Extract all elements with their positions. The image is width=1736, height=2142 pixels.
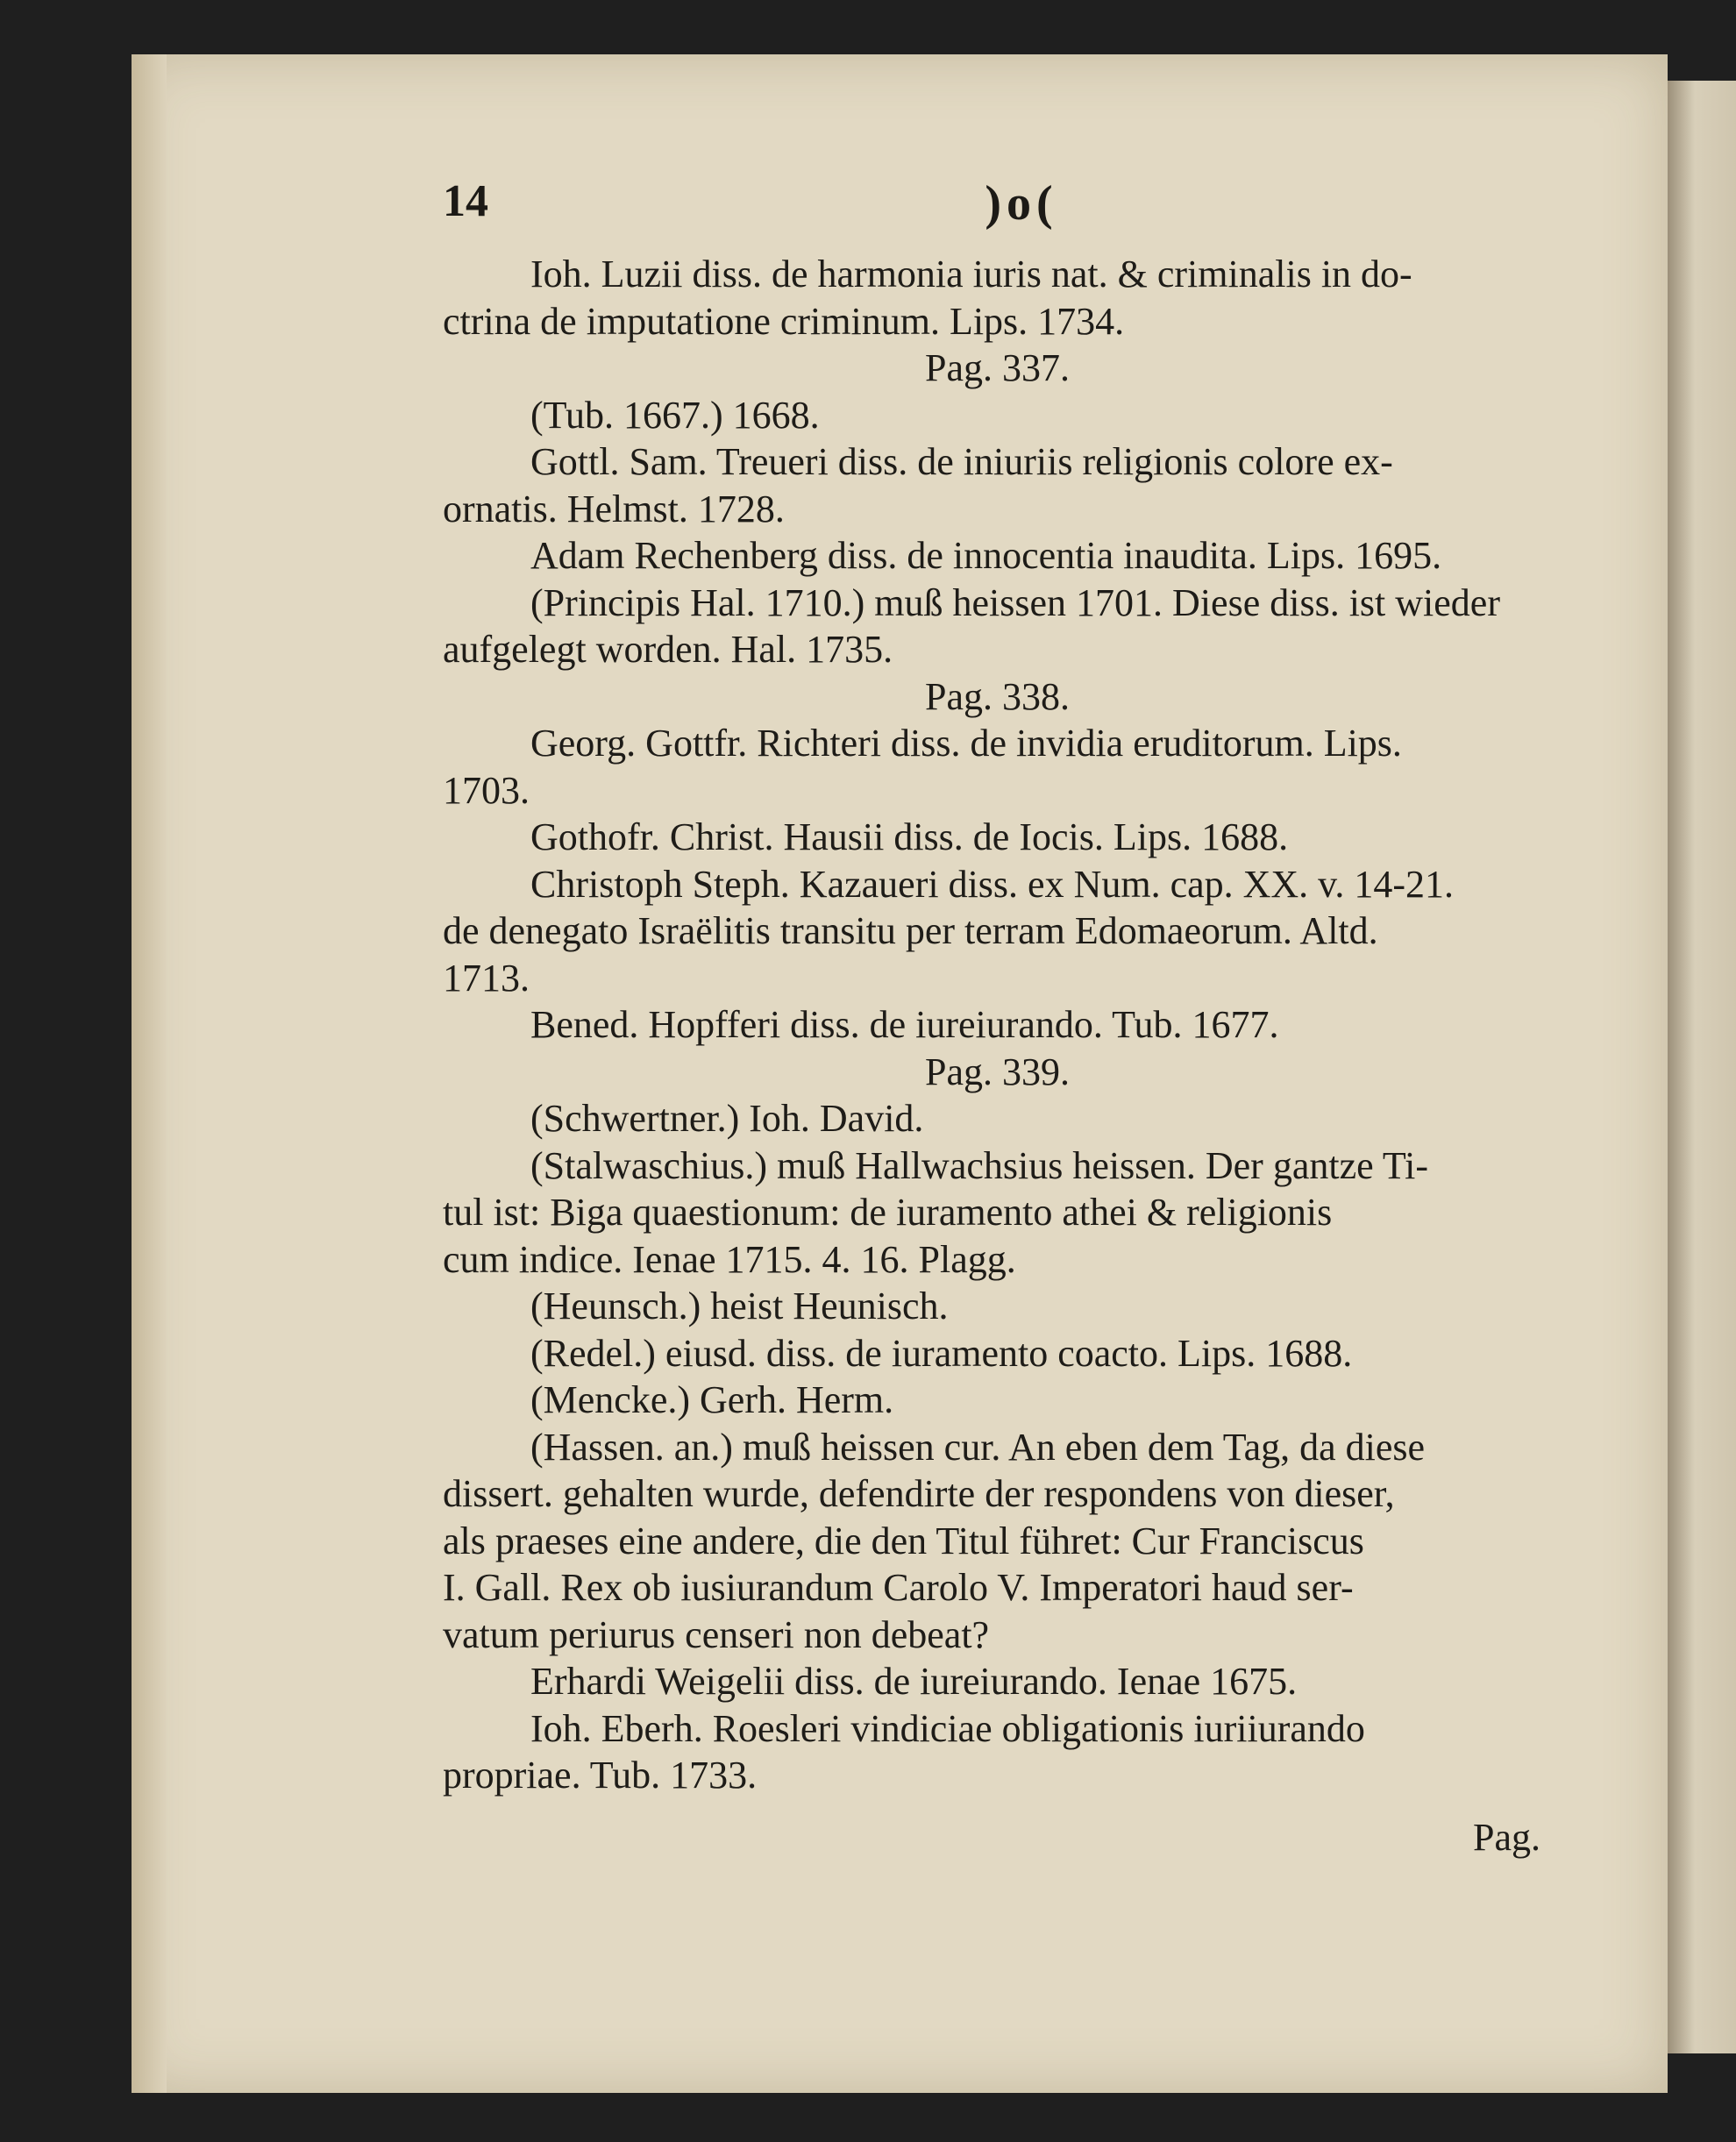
text-line: Pag. 339. — [925, 1050, 1070, 1093]
text-line: dissert. gehalten wurde, defendirte der respondens von dieser, — [443, 1472, 1395, 1515]
text-line: (Schwertner.) Ioh. David. — [530, 1097, 924, 1140]
text-line: Gothofr. Christ. Hausii diss. de Iocis. Lips. 1688. — [530, 815, 1289, 858]
text-line: aufgelegt worden. Hal. 1735. — [443, 628, 893, 671]
text-line: cum indice. Ienae 1715. 4. 16. Plagg. — [443, 1237, 1016, 1281]
text-line: ctrina de imputatione criminum. Lips. 1734. — [443, 299, 1125, 343]
text-line: Christoph Steph. Kazaueri diss. ex Num. cap. XX. v. 14-21. — [530, 862, 1454, 906]
text-line: (Heunsch.) heist Heunisch. — [530, 1284, 949, 1327]
text-line: Pag. 338. — [925, 674, 1070, 718]
text-line: vatum periurus censeri non debeat? — [443, 1612, 990, 1656]
text-line: Ioh. Luzii diss. de harmonia iuris nat. & criminalis in do- — [530, 253, 1412, 295]
text-line: Bened. Hopfferi diss. de iureiurando. Tub. 1677. — [530, 1003, 1279, 1046]
text-line: als praeses eine andere, die den Titul führet: Cur Franciscus — [443, 1519, 1364, 1562]
text-line: tul ist: Biga quaestionum: de iuramento athei & religionis — [443, 1191, 1333, 1234]
text-line: Gottl. Sam. Treueri diss. de iniuriis religionis colore ex- — [530, 440, 1393, 483]
text-line: 1713. — [443, 956, 530, 1000]
text-line: Pag. 337. — [925, 346, 1070, 389]
facing-page-edge — [1668, 81, 1736, 2053]
text-line: (Hassen. an.) muß heissen cur. An eben dem Tag, da diese — [530, 1425, 1426, 1469]
text-line: Georg. Gottfr. Richteri diss. de invidia eruditorum. Lips. — [530, 722, 1402, 765]
text-line: (Stalwaschius.) muß Hallwachsius heissen. Der gantze Ti- — [530, 1143, 1429, 1187]
text-line: Ioh. Eberh. Roesleri vindiciae obligationis iuriiurando — [530, 1706, 1365, 1750]
text-line: de denegato Israëlitis transitu per terram Edomaeorum. Altd. — [443, 909, 1378, 952]
text-line: (Redel.) eiusd. diss. de iuramento coacto. Lips. 1688. — [530, 1331, 1353, 1375]
page-header — [443, 175, 1583, 246]
text-line: I. Gall. Rex ob iusiurandum Carolo V. Imperatori haud ser- — [443, 1566, 1354, 1609]
text-line: Erhardi Weigelii diss. de iureiurando. Ienae 1675. — [530, 1660, 1298, 1703]
page-binding — [132, 54, 167, 2093]
catchword: Pag. — [1473, 1816, 1540, 1859]
text-line: propriae. Tub. 1733. — [443, 1754, 758, 1797]
text-line: 1703. — [443, 768, 530, 812]
page-body-text — [443, 251, 1552, 1799]
text-line: Adam Rechenberg diss. de innocentia inaudita. Lips. 1695. — [530, 534, 1442, 577]
text-line: (Mencke.) Gerh. Herm. — [530, 1378, 894, 1421]
text-line: (Principis Hal. 1710.) muß heissen 1701. Diese diss. ist wieder — [530, 580, 1500, 624]
header-ornament: )o( — [985, 176, 1058, 231]
text-line: (Tub. 1667.) 1668. — [530, 393, 820, 437]
text-line: ornatis. Helmst. 1728. — [443, 487, 785, 530]
page-number: 14 — [443, 176, 488, 226]
